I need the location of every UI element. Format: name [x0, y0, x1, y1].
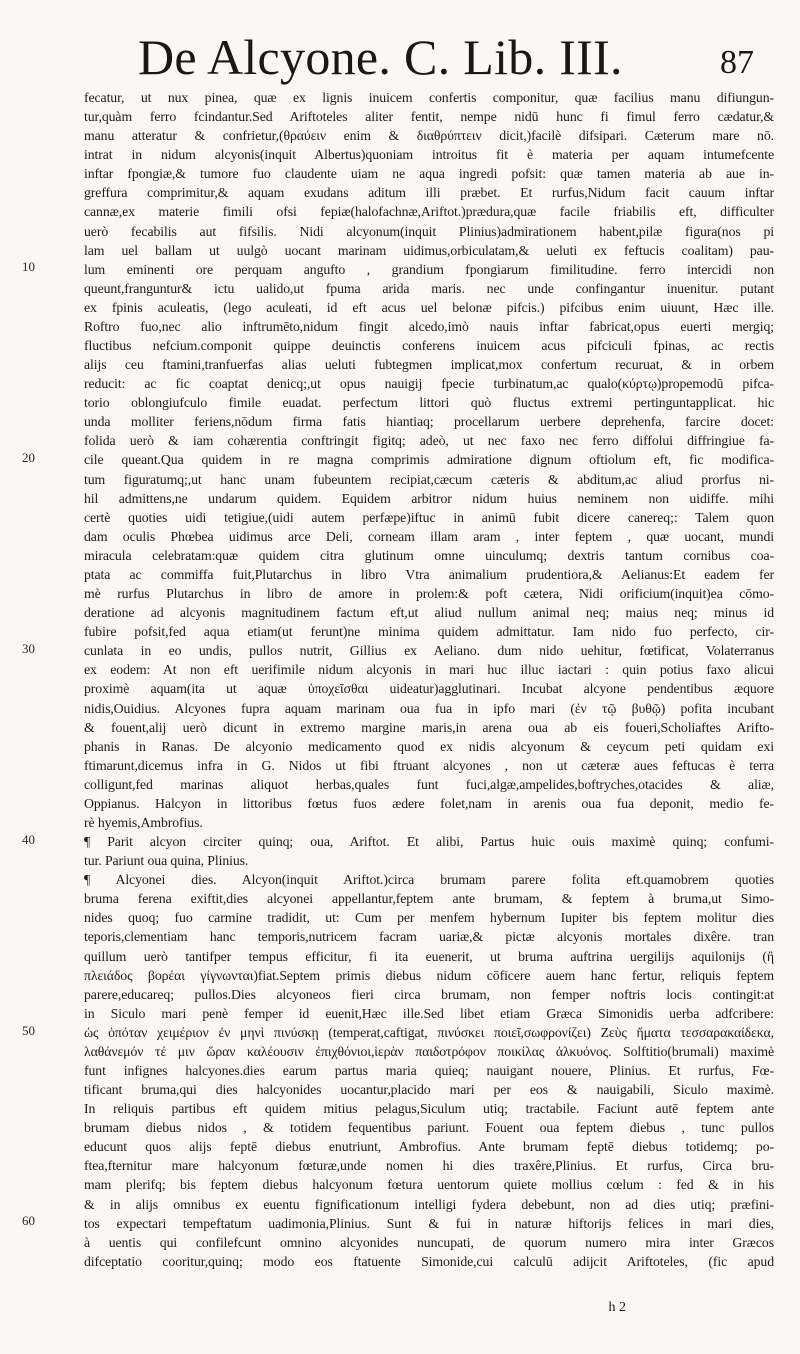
text-line: inftar fpongiæ,& tumore fuo claudente uiam ne aqua ingredi pofsit: quæ tamen materia ab aue in-: [84, 166, 774, 182]
text-line: tur. Pariunt oua quina, Plinius.: [84, 853, 249, 869]
line-number-30: 30: [22, 641, 35, 656]
text-line: dam oculis Phœbea uidimus arce Deli, corneam illam aram , inter feptem , quæ uocant, mundi: [84, 528, 774, 544]
text-line: mè rurfus Plutarchus in libro de amore in prolem:& poft cætera, Nidi orificium(inquit)ea cōmo-: [84, 586, 774, 602]
text-line: à uentis qui confilefcunt omnino alcyonides nuncupati, de quorum numero mira inter Græcos: [84, 1234, 774, 1250]
text-line: intrat in nidum alcyonis(inquit Albertus)quoniam introitus fit è materia per aquam intumefcente: [84, 147, 774, 163]
signature-mark: h 2: [608, 1300, 626, 1315]
text-line: ¶ Parit alcyon circiter quinq; oua, Ariftot. Et alibi, Partus huic ouis maximè quinq; confumi-: [84, 834, 774, 850]
text-line: & fouent,alij uerò dicunt in extremo margine maris,in arena oua ab eis foueri,Scholiaftes Arifto-: [84, 719, 774, 735]
text-line: fubire pofsit,fed aqua etiam(ut ferunt)ne minima quidem admittatur. Iam nido fuo perfecto, cir-: [84, 624, 774, 640]
text-line: In reliquis partibus eft quidem mitius pelagus,Siculum utiq; tractabile. Faciunt autē feptem ante: [84, 1101, 774, 1117]
text-line: greffura comprimitur,& aquam exudans aditum illi præbet. Et rurfus,Nidum facit cauum inftar: [84, 185, 774, 201]
text-line: nides quoq; fuo carmine tradidit, ut: Cum per menfem hybernum Iupiter bis feptem molitur dies: [84, 910, 774, 926]
text-line: reducit: ac fic coaptat denicq;,ut opus nauigij fpecie turbinatum,ac qualo(κύρτῳ)propemodū pifca-: [84, 376, 774, 392]
text-line: tificant bruma,qui dies halcyonides uocantur,placido mari per eos & nauigabili, Siculo maximè.: [84, 1082, 774, 1098]
text-line: ftimarunt,dicemus infra in G. Nidos ut fibi ftruant alcyones , non ut cæteræ aues feftucas è terra: [84, 757, 774, 773]
text-line: mam plerifq; bis feptem diebus halcyonum fœtura uentorum quiete mollius cœlum : fed & in his: [84, 1177, 774, 1193]
text-line: πλειάδος βορέαι γίγνωνται)fiat.Septem primis diebus nidum cōficere auem hanc fertur, reliquis feptem: [84, 967, 774, 983]
text-line: cunlata in eo undis, pullos nutrit, Gillius ex Aeliano. dum nido uehitur, fœtificat, Volaterranus: [84, 643, 774, 659]
text-line: cile queant.Qua quidem in re magna comprimis admiratione dignum oftiolum eft, fic modifica-: [84, 452, 774, 468]
text-line: & in alijs omnibus ex euentu fignificationum intelligi fydera debebunt, non ad dies utiq; præfini-: [84, 1196, 774, 1212]
text-line: proximè aquam(ita ut aquæ ὑποχεῖσθαι uideatur)agglutinari. Incubat alcyone pendentibus æquore: [84, 681, 774, 697]
text-line: ὡς ὁπόταν χειμέριον ἐν μηνὶ πινύσκῃ (temperat,caftigat, πινύσκει ποιεῖ,σωφρονίζει) Ζεὺς ἤματα τεσσαρακαίδεκα,: [84, 1024, 774, 1040]
text-line: manu atteratur & confrietur,(θραύειν enim & διαθρύπτειν dicit,)facilè difsipari. Cæterum mare nō.: [84, 128, 774, 144]
text-line: hil admittens,ne undarum quidem. Equidem arbitror nidum huius neminem non uidiffe. mihi: [84, 490, 774, 506]
text-line: tos expectari tempeftatum uadimonia,Plinius. Sunt & fui in naturæ hiftorijs felices in mari dies,: [84, 1215, 774, 1231]
line-number-10: 10: [22, 259, 35, 274]
text-line: deratione ad alcyonis magnitudinem factum eft,ut aliud nullum animal neq; maius neq; minus id: [84, 605, 774, 621]
text-line: certè quoties uidi tetigiue,(uidi autem perfæpe)iftuc in animū fubit dicere canereq;: Talem quon: [84, 509, 774, 525]
text-line: quillum uerò tantifper tempus efficitur, fi ita euenerit, ut bruma auftrina uergilijs aquilonijs (ἢ: [84, 948, 774, 964]
text-line: folida uerò & iam cohærentia conftringit figitq; adeò, ut nec faxo nec ferro diffolui diffringiue fa-: [84, 433, 774, 449]
text-line: tum figuratumq;,ut hanc unam fubeuntem recipiat,cæcum cæteris & abditum,ac aliud prorfus ni-: [84, 471, 774, 487]
text-line: ftea,fternitur mare halcyonum fœturæ,unde nomen hi dies traxêre,Plinius. Et rurfus, Circa bru-: [84, 1158, 774, 1174]
line-number-60: 60: [22, 1213, 35, 1228]
text-line: lum eminenti ore perquam angufto , grandium fpongiarum fimilitudine. ferro intercidi non: [84, 261, 774, 277]
text-line: ex eodem: At non eft uerifimile nidum alcyonis in mari huc illuc iactari : quin potius faxo alicui: [84, 662, 774, 678]
text-line: cannæ,ex materie fimili ofsi fepiæ(halofachnæ,Ariftot.)prædura,quæ facile friabilis eft, difficulter: [84, 204, 774, 220]
text-line: educunt quos alijs feptē diebus enutriunt, Ambrofius. Ante brumam feptē diebus totidemq; po-: [84, 1139, 774, 1155]
text-line: Roftro fuo,nec alio inftrumēto,nidum fingit alcedo,imò nauis inftar fabricat,opus euerti mergiq;: [84, 318, 774, 334]
text-line: bruma ferena exiftit,dies alcyonei appellantur,feptem ante brumam, & feptem à bruma,ut Simo-: [84, 891, 774, 907]
text-line: ex fpinis aculeatis, (lego aculeati, id eft acus uel belonæ pifcis.) pifcibus enim uiuunt, Hæc ille.: [84, 299, 774, 315]
line-number-50: 50: [22, 1023, 35, 1038]
running-header: [128, 28, 760, 88]
text-line: queunt,franguntur& ictu ualido,ut fpuma arida maris. nec unde confingantur inuenitur. putant: [84, 280, 774, 296]
text-line: uerò fecabilis aut fifsilis. Nidi alcyonum(inquit Plinius)admirationem habent,pilæ figura(nos pi: [84, 223, 774, 239]
text-line: fecatur, ut nux pinea, quæ ex lignis inuicem confertis componitur, quæ facilius manu difiungun-: [84, 90, 774, 105]
text-line: tur,quàm ferro fcindantur.Sed Ariftoteles aliter fentit, nempe nidū hunc fi fimul ferro cædatur,&: [84, 109, 774, 125]
text-line: rè hyemis,Ambrofius.: [84, 814, 203, 830]
text-line: brumam diebus nidos , & totidem fequentibus pariunt. Fouent oua feptem diebus , tunc pullos: [84, 1120, 774, 1136]
text-line: Oppianus. Halcyon in littoribus fœtus fuos ædere folet,nam in arenis oua fua deponit, medio fe-: [84, 795, 774, 811]
page-footer: [84, 1300, 774, 1322]
text-line: unda molliter feriens,nōdum firma fatis hiantiaq; procellarum uerbere deprehenfa, farcire docet:: [84, 414, 774, 430]
text-line: difceptatio cooritur,quinq; modo eos ftatuente Simonide,cui calculū adijcit Ariftoteles, (fic apud: [84, 1253, 774, 1269]
text-line: miracula celebratam:quæ quidem citra glutinum omne uinculumq; dextris tantum cornibus coa-: [84, 547, 774, 563]
text-line: phanis in Ranas. De alcyonio medicamento quod ex nidis alcyonum & ceycum peti quidam exi: [84, 738, 774, 754]
body-text: [84, 88, 774, 1271]
text-line: λαθάνεμόν τέ μιν ὥραν καλέουσιν ἐπιχθόνιοι,ἱερὰν παιδοτρόφον ποικίλας ἀλκυόνος. Solftitio(brumali) maximè: [84, 1043, 774, 1059]
text-line: ¶ Alcyonei dies. Alcyon(inquit Ariftot.)circa brumam parere folita eft.quamobrem quoties: [84, 872, 774, 888]
line-number-20: 20: [22, 450, 35, 465]
text-line: torio oblongiufculo fimile euadat. perfectum littori quò fluctus extremi pertinguntapplicat. hic: [84, 395, 774, 411]
text-line: fluctibus nefcium.componit quippe deuinctis conferens inuicem acus pifciculi fpinas, ac rectis: [84, 338, 774, 354]
text-line: nidis,Ouidius. Alcyones fupra aquam marinam oua fua in ipfo mari (ἐν τῷ βυθῷ) pofita incubant: [84, 700, 774, 716]
page-number: 87: [720, 44, 754, 81]
page-title: De Alcyone. C. Lib. III.: [138, 29, 623, 85]
text-line: colligunt,fed marinas aliquot herbas,quales funt fuci,algæ,ampelides,boftryches,otacides & aliæ,: [84, 776, 774, 792]
text-line: teporis,clementiam hanc temporis,nutricem facram uariæ,& pictæ alcyonis mortales dixêre. tran: [84, 929, 774, 945]
text-line: in Siculo mari penè femper id euenit,Hæc ille.Sed libet etiam Græca Simonidis uerba adfcribere:: [84, 1005, 774, 1021]
text-line: alijs ceu ftamini,tranfuerfas alias ueluti fubtegmen implicat,mox confertum recuruat, & in orbem: [84, 357, 774, 373]
text-line: lam uel ballam ut uulgò uocant marinam uidimus,orbiculatam,& ueluti ex feftucis coalitam) pau-: [84, 242, 774, 258]
text-line: ptata ac commiffa fuit,Plutarchus in libro Vtra animalium prudentiora,& Aelianus:Et eadem fer: [84, 566, 774, 582]
text-line: funt infignes halcyones.dies earum partus maria quieq; nauigant nouere, Plinius. Et rurfus, Fœ-: [84, 1062, 774, 1078]
text-line: parere,educareq; pullos.Dies alcyoneos fieri circa brumam, non femper noftris locis contingit:at: [84, 986, 774, 1002]
line-number-40: 40: [22, 832, 35, 847]
